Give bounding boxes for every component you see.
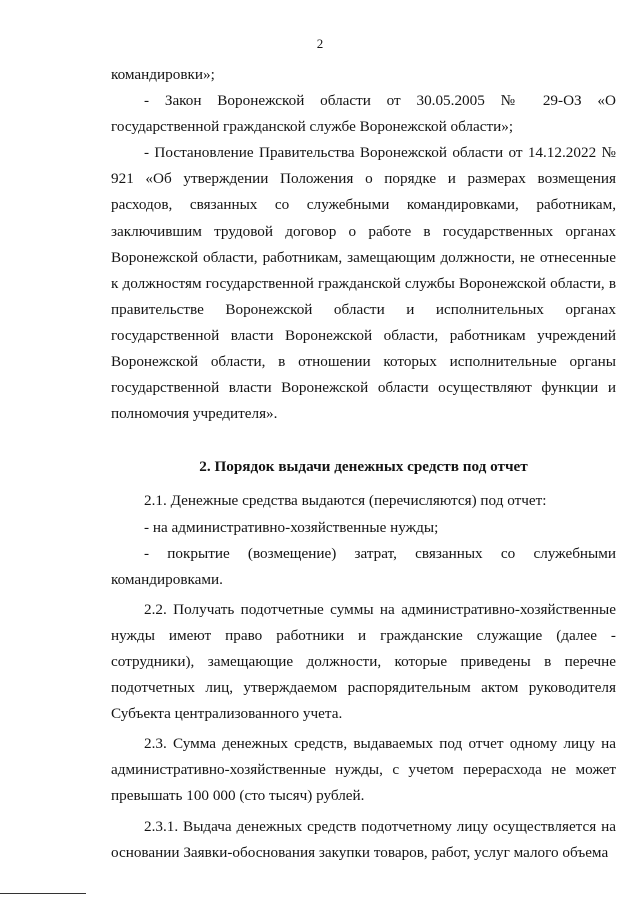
footer-rule [0, 893, 86, 894]
paragraph-government-resolution: - Постановление Правительства Воронежской области от 14.12.2022 № 921 «Об утверждении Положения о порядке и размерах возмещения расходов, связанных со служебными командировками, работникам, заключившим трудовой договор о работе в государственных органах Воронежской области, работникам, замещающим должности, не отнесенные к должностям государственной гражданской службы Воронежской области, в правительстве Воронежской области и исполнительных органах государственной власти Воронежской области, работникам учреждений Воронежской области, в отношении которых исполнительные органы государственной власти Воронежской области осуществляют функции и полномочия учредителя». [111, 144, 616, 423]
paragraph-2-3: 2.3. Сумма денежных средств, выдаваемых под отчет одному лицу на административно-хозяйственные нужды, с учетом перерасхода не может превышать 100 000 (сто тысяч) рублей. [111, 735, 616, 805]
list-item-admin-needs: - на административно-хозяйственные нужды; [144, 518, 439, 536]
list-item-travel-expenses: - покрытие (возмещение) затрат, связанных со служебными командировками. [111, 544, 616, 588]
document-body [111, 62, 616, 866]
paragraph-2-1: 2.1. Денежные средства выдаются (перечисляются) под отчет: [144, 492, 547, 510]
paragraph-law-reference: - Закон Воронежской области от 30.05.2005 № 29-ОЗ «О государственной гражданской службе Воронежской области»; [111, 92, 616, 136]
paragraph-continuation: командировки»; [111, 66, 215, 83]
section-heading: 2. Порядок выдачи денежных средств под отчет [199, 458, 528, 476]
paragraph-2-3-1: 2.3.1. Выдача денежных средств подотчетному лицу осуществляется на основании Заявки-обоснования закупки товаров, работ, услуг малого объема [111, 817, 616, 861]
page-number: 2 [316, 36, 324, 51]
paragraph-2-2: 2.2. Получать подотчетные суммы на административно-хозяйственные нужды имеют право работники и гражданские служащие (далее - сотрудники), замещающие должности, которые приведены в перечне подотчетных лиц, утверждаемом распорядительным актом руководителя Субъекта централизованного учета. [111, 600, 616, 723]
